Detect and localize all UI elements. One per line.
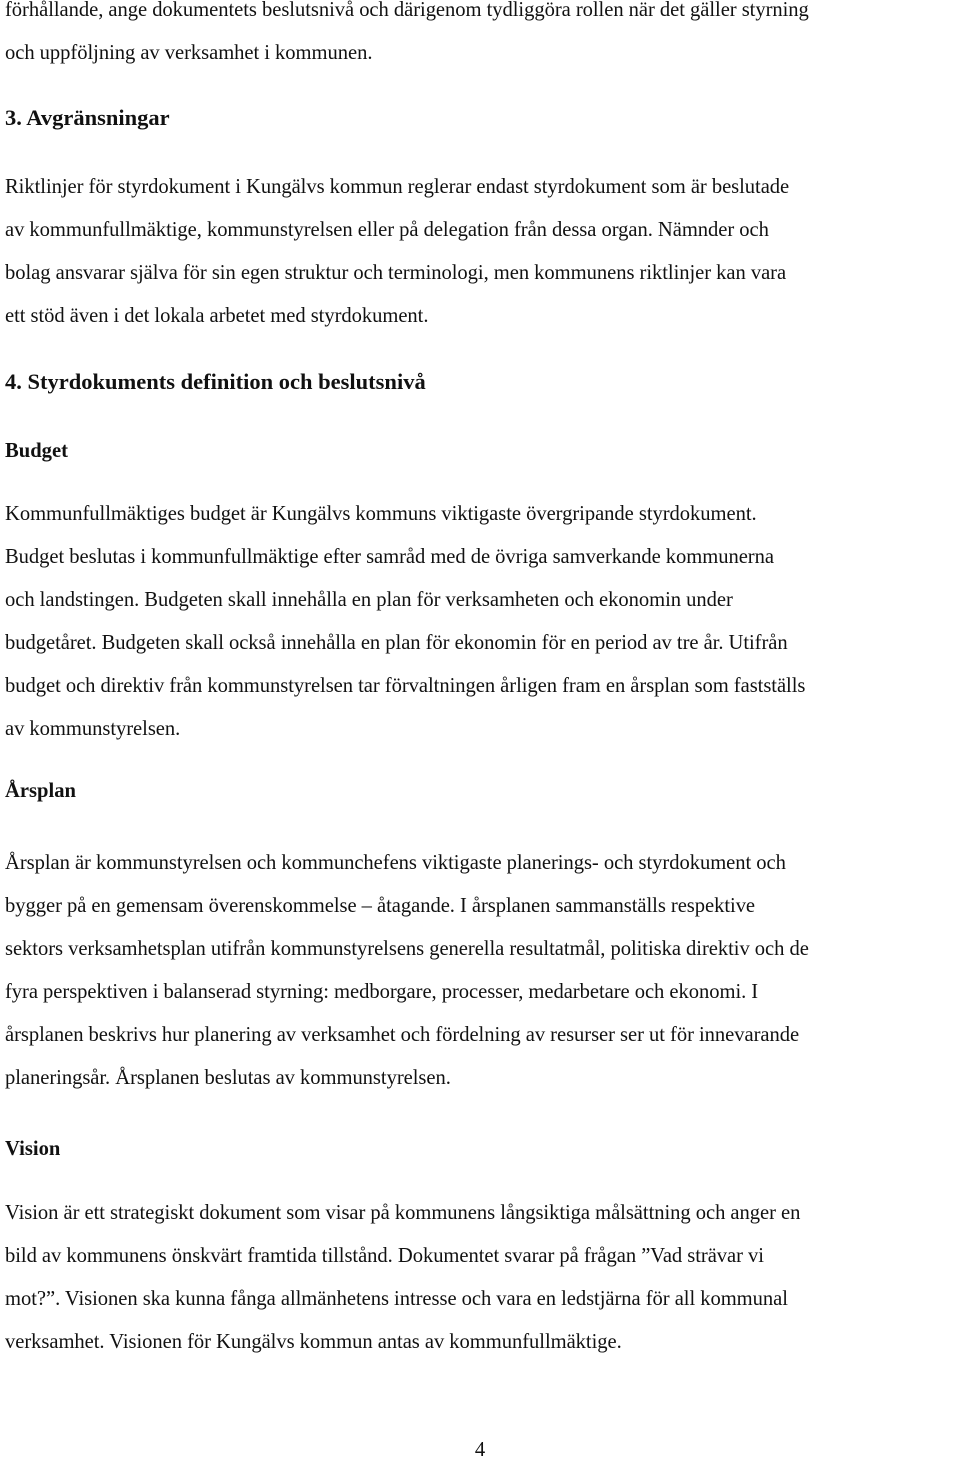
arsplan-paragraph bbox=[5, 842, 945, 1100]
budget-line-2: Budget beslutas i kommunfullmäktige efter samråd med de övriga samverkande kommunerna bbox=[5, 546, 774, 568]
page-number: 4 bbox=[474, 1439, 486, 1461]
section-3-line-2: av kommunfullmäktige, kommunstyrelsen eller på delegation från dessa organ. Nämnder och bbox=[5, 219, 769, 241]
section-3-line-1: Riktlinjer för styrdokument i Kungälvs kommun reglerar endast styrdokument som är beslutade bbox=[5, 176, 790, 198]
vision-line-2: bild av kommunens önskvärt framtida tillstånd. Dokumentet svarar på frågan ”Vad strävar vi bbox=[5, 1245, 764, 1267]
budget-paragraph bbox=[5, 493, 945, 751]
arsplan-line-2: bygger på en gemensam överenskommelse – åtagande. I årsplanen sammanställs respektive bbox=[5, 895, 756, 917]
arsplan-heading: Årsplan bbox=[5, 780, 76, 802]
arsplan-line-6: planeringsår. Årsplanen beslutas av kommunstyrelsen. bbox=[5, 1067, 451, 1089]
vision-line-4: verksamhet. Visionen för Kungälvs kommun antas av kommunfullmäktige. bbox=[5, 1331, 622, 1353]
budget-line-4: budgetåret. Budgeten skall också innehålla en plan för ekonomin för en period av tre år. Utifrån bbox=[5, 632, 788, 654]
budget-line-3: och landstingen. Budgeten skall innehålla en plan för verksamheten och ekonomin under bbox=[5, 589, 733, 611]
vision-line-3: mot?”. Visionen ska kunna fånga allmänhetens intresse och vara en ledstjärna för all kommunal bbox=[5, 1288, 788, 1310]
budget-line-5: budget och direktiv från kommunstyrelsen tar förvaltningen årligen fram en årsplan som fastställs bbox=[5, 675, 806, 697]
intro-paragraph bbox=[5, 0, 945, 75]
budget-line-1: Kommunfullmäktiges budget är Kungälvs kommuns viktigaste övergripande styrdokument. bbox=[5, 503, 757, 525]
budget-line-6: av kommunstyrelsen. bbox=[5, 718, 181, 740]
section-3-line-3: bolag ansvarar själva för sin egen struktur och terminologi, men kommunens riktlinjer kan vara bbox=[5, 262, 787, 284]
arsplan-line-5: årsplanen beskrivs hur planering av verksamhet och fördelning av resurser ser ut för innevarande bbox=[5, 1024, 800, 1046]
budget-heading: Budget bbox=[5, 440, 68, 462]
vision-heading: Vision bbox=[5, 1138, 61, 1160]
section-3-paragraph bbox=[5, 166, 945, 338]
intro-line-1: förhållande, ange dokumentets beslutsnivå och därigenom tydliggöra rollen när det gäller styrning bbox=[5, 0, 809, 21]
section-3-line-4: ett stöd även i det lokala arbetet med styrdokument. bbox=[5, 305, 429, 327]
arsplan-line-3: sektors verksamhetsplan utifrån kommunstyrelsens generella resultatmål, politiska direktiv och de bbox=[5, 938, 809, 960]
intro-line-2: och uppföljning av verksamhet i kommunen. bbox=[5, 42, 373, 64]
arsplan-line-1: Årsplan är kommunstyrelsen och kommunchefens viktigaste planerings- och styrdokument och bbox=[5, 852, 786, 874]
section-3-heading: 3. Avgränsningar bbox=[5, 105, 170, 130]
vision-line-1: Vision är ett strategiskt dokument som visar på kommunens långsiktiga målsättning och anger en bbox=[5, 1202, 801, 1224]
section-4-heading: 4. Styrdokuments definition och beslutsnivå bbox=[5, 369, 426, 394]
vision-paragraph bbox=[5, 1192, 945, 1364]
arsplan-line-4: fyra perspektiven i balanserad styrning: medborgare, processer, medarbetare och ekonomi. I bbox=[5, 981, 759, 1003]
